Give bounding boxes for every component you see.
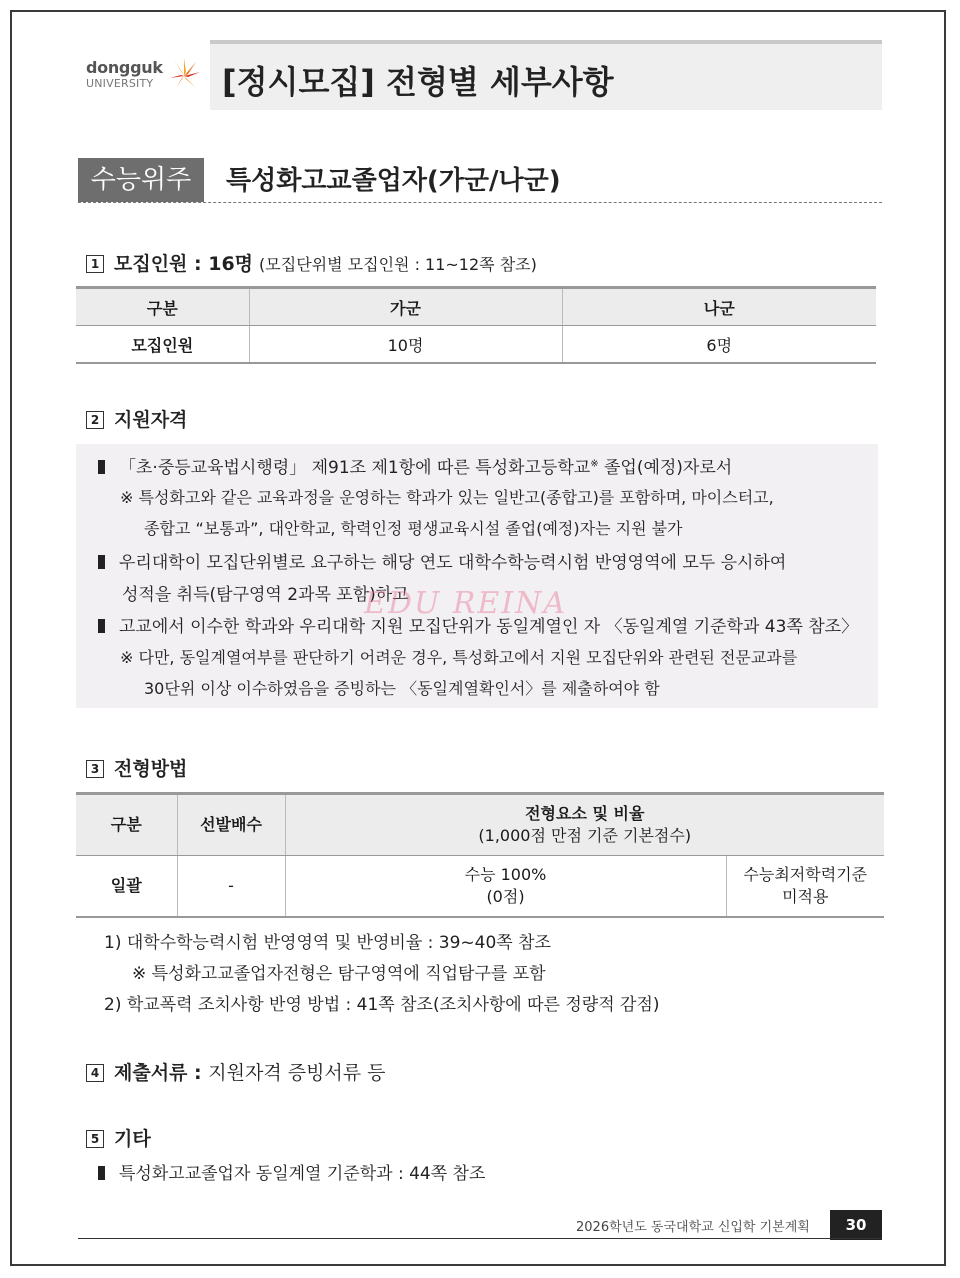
- bullet-icon: [98, 619, 105, 633]
- table-row: [76, 856, 884, 918]
- section-note: (모집단위별 모집인원 : 11~12쪽 참조): [259, 255, 537, 274]
- flame-logo-icon: [166, 56, 202, 92]
- note-text: ※ 특성화고와 같은 교육과정을 운영하는 학과가 있는 일반고(종합고)를 포함하며, 마이스터고,: [120, 488, 774, 507]
- list-item-continued: 성적을 취득(탐구영역 2과목 포함)하고: [122, 585, 409, 605]
- cell-multiple: -: [177, 856, 285, 918]
- quota-table: [76, 286, 876, 364]
- list-item: 고교에서 이수한 학과와 우리대학 지원 모집단위가 동일계열인 자 〈동일계열 기준학과 43쪽 참조〉: [98, 612, 858, 637]
- section-2-heading: [86, 405, 187, 432]
- list-item: 우리대학이 모집단위별로 요구하는 해당 연도 대학수학능력시험 반영영역에 모두 응시하여: [98, 548, 786, 573]
- bullet-icon: [98, 555, 105, 569]
- section-number: 4: [86, 1064, 104, 1082]
- cell-csat: 수능 100% (0점): [285, 856, 726, 918]
- section-content: 지원자격 증빙서류 등: [208, 1062, 386, 1084]
- track-title: 특성화고교졸업자(가군/나군): [226, 166, 561, 196]
- section-title: 제출서류 :: [114, 1062, 202, 1084]
- section-number: 2: [86, 411, 104, 429]
- section-1-heading: [86, 249, 537, 276]
- header-cell: 구분: [76, 288, 249, 326]
- note-text: 2) 학교폭력 조치사항 반영 방법 : 41쪽 참조(조치사항에 따른 정량적 감점): [104, 995, 660, 1015]
- bullet-icon: [98, 1166, 105, 1180]
- cell-minimum: 수능최저학력기준 미적용: [726, 856, 884, 918]
- section-title: 모집인원 : 16명: [114, 253, 254, 275]
- note-text: ※ 특성화고교졸업자전형은 탐구영역에 직업탐구를 포함: [132, 964, 546, 984]
- footer-text: 2026학년도 동국대학교 신입학 기본계획: [576, 1220, 810, 1235]
- header-cell: 나군: [562, 288, 876, 326]
- cell-na: 6명: [562, 326, 876, 364]
- section-title: 전형방법: [114, 758, 188, 780]
- watermark: EDU REINA: [364, 586, 568, 621]
- table-row: [76, 326, 876, 364]
- bullet-icon: [98, 460, 105, 474]
- eligibility-box: [76, 444, 878, 708]
- page-number: 30: [830, 1210, 882, 1240]
- footer-divider: [78, 1238, 882, 1239]
- note-text: ※ 다만, 동일계열여부를 판단하기 어려운 경우, 특성화고에서 지원 모집단위와 관련된 전문교과를: [120, 648, 798, 667]
- section-3-heading: [86, 754, 187, 781]
- section-4-heading: [86, 1058, 386, 1085]
- track-badge: 수능위주: [78, 158, 204, 202]
- logo-sub: UNIVERSITY: [86, 77, 154, 90]
- section-5-heading: [86, 1124, 151, 1151]
- table-header-row: [76, 794, 884, 856]
- list-item: 「초·중등교육법시행령」 제91조 제1항에 따른 특성화고등학교※ 졸업(예정)자로서: [98, 453, 732, 478]
- selection-method-table: [76, 792, 884, 918]
- page-title: [정시모집] 전형별 세부사항: [222, 63, 614, 101]
- header-cell: 구분: [76, 794, 177, 856]
- note-text: 1) 대학수학능력시험 반영영역 및 반영비율 : 39~40쪽 참조: [104, 933, 551, 953]
- header-cell: 선발배수: [177, 794, 285, 856]
- list-item: 특성화고교졸업자 동일계열 기준학과 : 44쪽 참조: [98, 1159, 485, 1184]
- section-title: 기타: [114, 1128, 151, 1150]
- section-number: 5: [86, 1130, 104, 1148]
- header-cell: 가군: [249, 288, 562, 326]
- cell-ga: 10명: [249, 326, 562, 364]
- table-header-row: [76, 288, 876, 326]
- divider: [78, 202, 882, 203]
- note-text: 30단위 이상 이수하였음을 증빙하는 〈동일계열확인서〉를 제출하여야 함: [144, 679, 660, 698]
- section-title: 지원자격: [114, 409, 188, 431]
- university-logo: [86, 58, 204, 94]
- note-text: 종합고 “보통과”, 대안학교, 학력인정 평생교육시설 졸업(예정)자는 지원 불가: [144, 519, 683, 538]
- header-cell: 전형요소 및 비율 (1,000점 만점 기준 기본점수): [285, 794, 884, 856]
- title-bar: [210, 40, 882, 110]
- section-number: 3: [86, 760, 104, 778]
- section-number: 1: [86, 255, 104, 273]
- row-label: 모집인원: [76, 326, 249, 364]
- row-label: 일괄: [76, 856, 177, 918]
- logo-name: dongguk: [86, 58, 163, 77]
